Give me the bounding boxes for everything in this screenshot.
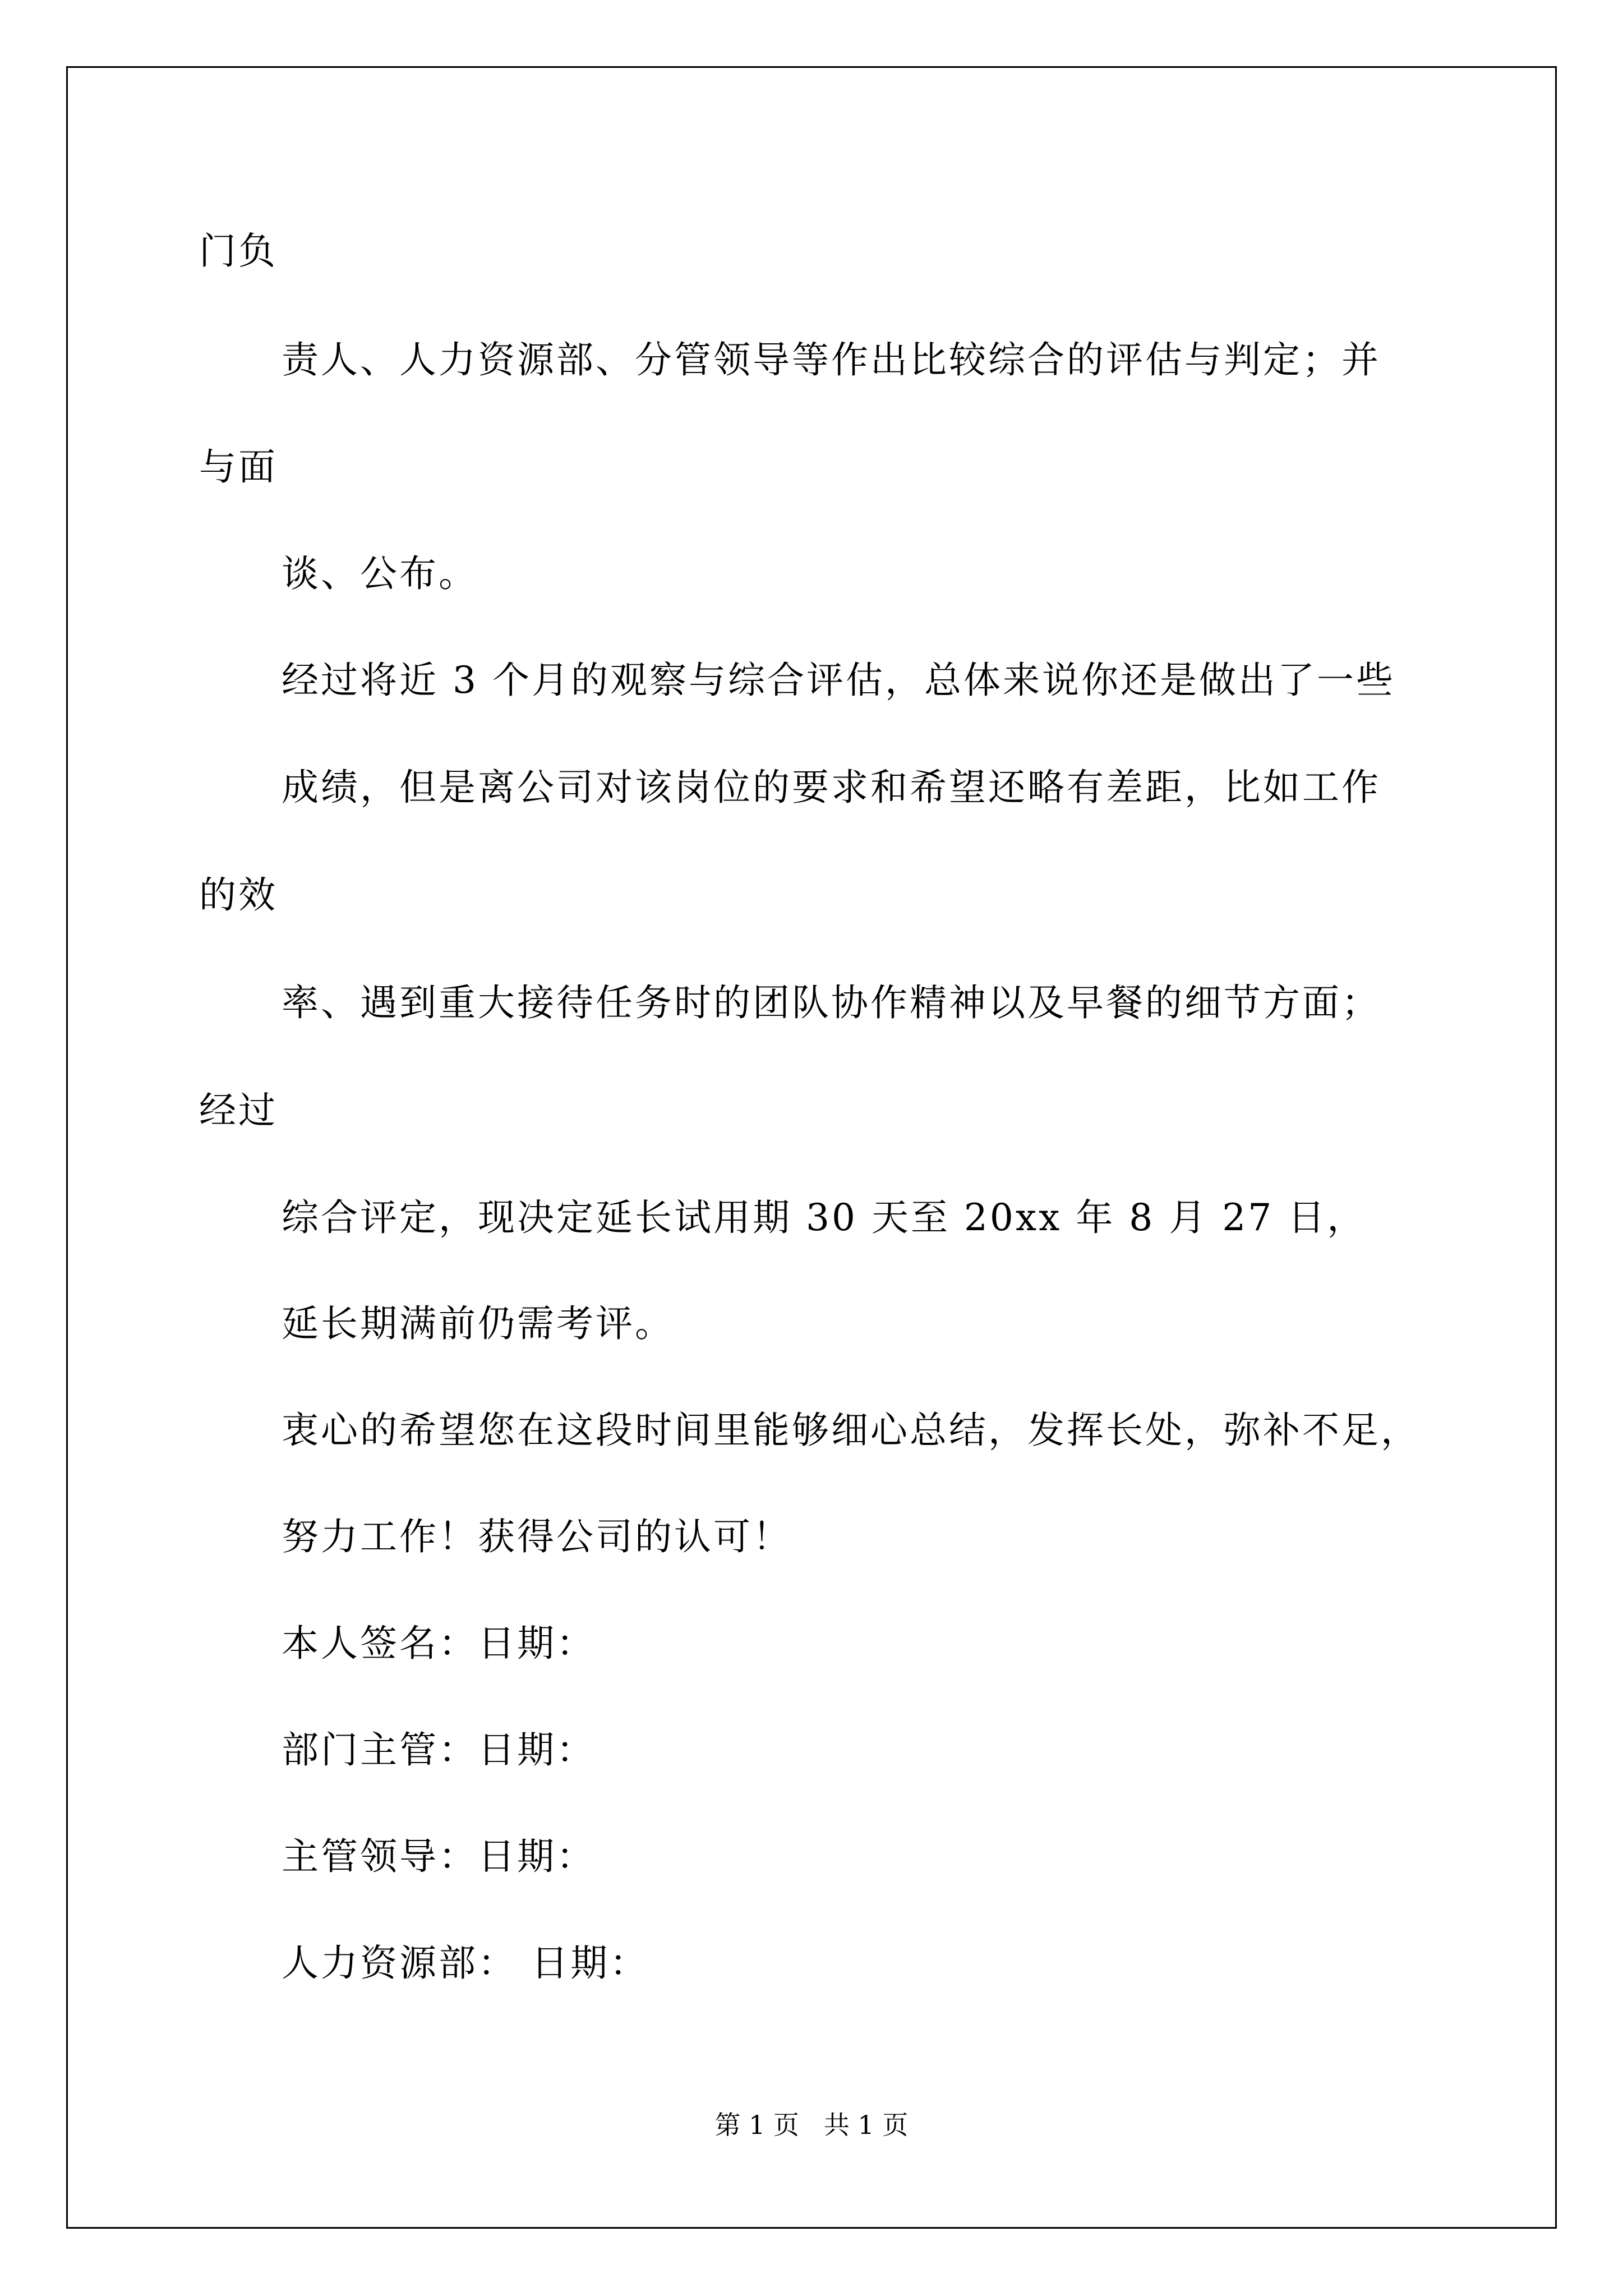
signature-self-line: 本人签名：日期：: [282, 1622, 596, 1665]
text-line-8: 率、遇到重大接待任务时的团队协作精神以及早餐的细节方面；: [282, 981, 1381, 1024]
signature-hr-line: 人力资源部： 日期：: [282, 1941, 649, 1985]
signature-leader-line: 主管领导：日期：: [282, 1835, 596, 1878]
signature-department-line: 部门主管：日期：: [282, 1728, 596, 1772]
text-line-13: 努力工作！获得公司的认可！: [282, 1515, 792, 1558]
page-footer: 第 1 页 共 1 页: [714, 2110, 909, 2140]
text-line-2: 责人、人力资源部、分管领导等作出比较综合的评估与判定；并: [282, 338, 1381, 381]
text-line-11: 延长期满前仍需考评。: [282, 1302, 674, 1345]
text-line-3: 与面: [199, 445, 278, 489]
text-line-6: 成绩，但是离公司对该岗位的要求和希望还略有差距，比如工作: [282, 766, 1381, 809]
text-line-12: 衷心的希望您在这段时间里能够细心总结，发挥长处，弥补不足，: [282, 1409, 1420, 1452]
text-line-1: 门负: [199, 229, 278, 273]
text-line-4: 谈、公布。: [282, 552, 478, 595]
text-line-10: 综合评定，现决定延长试用期 30 天至 20xx 年 8 月 27 日，: [282, 1196, 1367, 1239]
text-line-9: 经过: [199, 1089, 278, 1132]
page-border: [66, 66, 1557, 2229]
text-line-7: 的效: [199, 873, 278, 917]
text-line-5: 经过将近 3 个月的观察与综合评估，总体来说你还是做出了一些: [282, 659, 1395, 702]
